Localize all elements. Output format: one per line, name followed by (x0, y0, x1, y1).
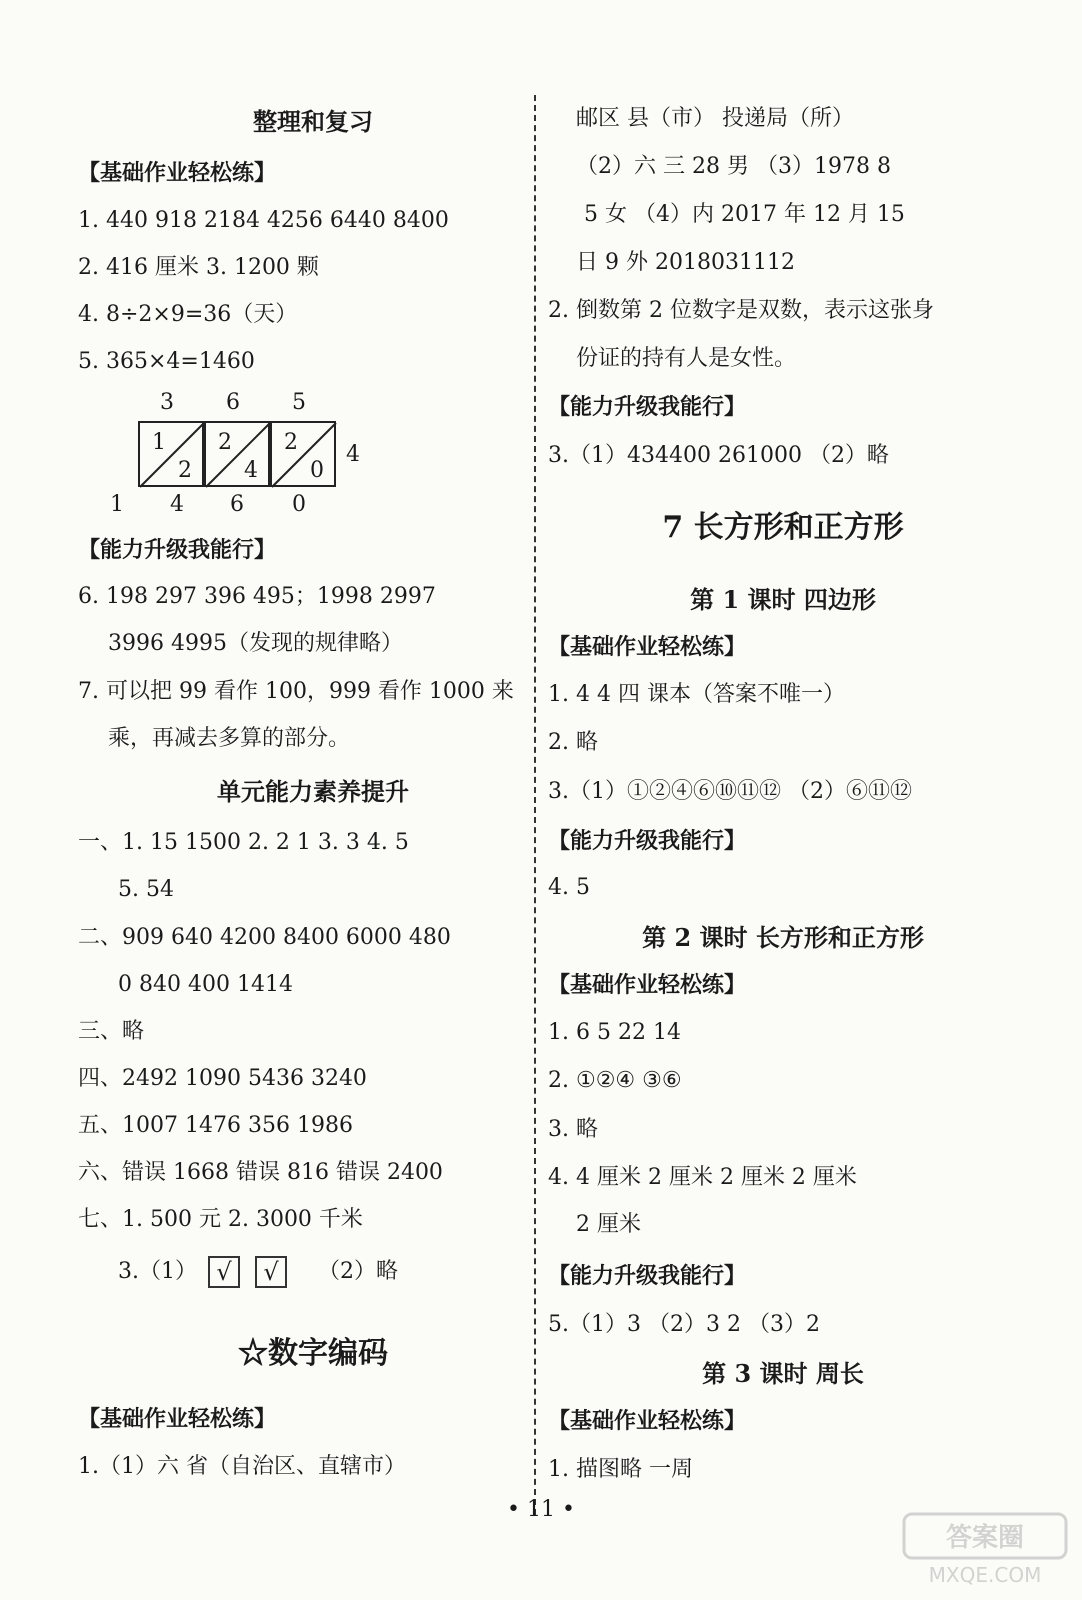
grid-bottom-digit: 0 (292, 492, 306, 517)
lesson1-answer-4: 4. 5 (548, 875, 590, 900)
checkbox-checked-icon: √ (208, 1256, 240, 1288)
answer-5: 5. 365×4=1460 (78, 349, 255, 374)
lesson-3-title: 第 3 课时 周长 (702, 1359, 864, 1388)
unit-answer-1b: 5. 54 (118, 877, 174, 902)
lesson1-answer-1: 1. 4 4 四 课本（答案不唯一） (548, 682, 845, 707)
code-answer-1-cont: 邮区 县（市） 投递局（所） (576, 106, 854, 131)
lesson1-answer-2: 2. 略 (548, 730, 598, 755)
svg-text:答案圈: 答案圈 (945, 1523, 1025, 1553)
unit-answer-3: 三、略 (78, 1019, 145, 1044)
subsection-basic-2: 【基础作业轻松练】 (78, 1406, 277, 1432)
lesson-1-title: 第 1 课时 四边形 (690, 585, 876, 614)
checkbox-checked-icon: √ (255, 1256, 287, 1288)
subsection-basic: 【基础作业轻松练】 (78, 160, 277, 186)
section-title-review: 整理和复习 (253, 107, 373, 136)
code-answer-2-line1: 2. 倒数第 2 位数字是双数，表示这张身 (548, 298, 934, 323)
grid-side-digit: 4 (346, 442, 360, 467)
grid-lower-digit: 2 (178, 458, 192, 483)
subsection-advanced-2: 【能力升级我能行】 (548, 394, 747, 420)
code-answer-1: 1.（1）六 省（自治区、直辖市） (78, 1454, 406, 1479)
unit-answer-7: 七、1. 500 元 2. 3000 千米 (78, 1207, 363, 1232)
subsection-basic-4: 【基础作业轻松练】 (548, 972, 747, 998)
answer-1: 1. 440 918 2184 4256 6440 8400 (78, 208, 449, 233)
unit-answer-5: 五、1007 1476 356 1986 (78, 1113, 353, 1138)
grid-top-digit: 6 (226, 390, 240, 415)
watermark-logo-icon (900, 1510, 1070, 1590)
lesson2-answer-3: 3. 略 (548, 1117, 598, 1142)
grid-lower-digit: 0 (310, 458, 324, 483)
lesson2-answer-4b: 2 厘米 (576, 1212, 641, 1237)
code-answer-3: 3.（1）434400 261000 （2）略 (548, 443, 889, 468)
answer-7-line1: 7. 可以把 99 看作 100，999 看作 1000 来 (78, 679, 514, 704)
lesson-2-title: 第 2 课时 长方形和正方形 (642, 923, 924, 952)
section-title-digital-code: ☆数字编码 (238, 1336, 388, 1371)
grid-bottom-digit: 1 (110, 492, 124, 517)
grid-bottom-digit: 4 (170, 492, 184, 517)
answer-4: 4. 8÷2×9=36（天） (78, 302, 298, 327)
page-number: • 11 • (507, 1497, 575, 1522)
unit-answer-2: 二、909 640 4200 8400 6000 480 (78, 925, 451, 950)
grid-bottom-digit: 6 (230, 492, 244, 517)
lesson1-answer-3: 3.（1）①②④⑥⑩⑪⑫ （2）⑥⑪⑫ (548, 779, 912, 804)
code-answer-1-3: 5 女 （4）内 2017 年 12 月 15 (584, 202, 905, 227)
grid-lower-digit: 4 (244, 458, 258, 483)
grid-upper-digit: 1 (152, 430, 166, 455)
grid-upper-digit: 2 (218, 430, 232, 455)
subsection-advanced-4: 【能力升级我能行】 (548, 1263, 747, 1289)
grid-top-digit: 5 (292, 390, 306, 415)
unit-answer-1: 一、1. 15 1500 2. 2 1 3. 3 4. 5 (78, 830, 409, 855)
grid-diagonals (138, 421, 338, 489)
code-answer-1-2: （2）六 三 28 男 （3）1978 8 (576, 154, 891, 179)
answer-6-line2: 3996 4995（发现的规律略） (108, 631, 403, 656)
unit-answer-2b: 0 840 400 1414 (118, 972, 293, 997)
unit-answer-7-3 (118, 1256, 398, 1288)
answer-6-line1: 6. 198 297 396 495；1998 2997 (78, 584, 436, 609)
lesson2-answer-4: 4. 4 厘米 2 厘米 2 厘米 2 厘米 (548, 1165, 857, 1190)
subsection-advanced-3: 【能力升级我能行】 (548, 828, 747, 854)
unit-answer-7-3-suffix: （2）略 (318, 1259, 398, 1284)
unit-answer-6: 六、错误 1668 错误 816 错误 2400 (78, 1160, 443, 1185)
code-answer-2-line2: 份证的持有人是女性。 (576, 346, 797, 371)
lesson2-answer-1: 1. 6 5 22 14 (548, 1020, 681, 1045)
grid-upper-digit: 2 (284, 430, 298, 455)
answer-2-3: 2. 416 厘米 3. 1200 颗 (78, 255, 319, 280)
lesson2-answer-5: 5.（1）3 （2）3 2 （3）2 (548, 1312, 820, 1337)
unit-answer-4: 四、2492 1090 5436 3240 (78, 1066, 367, 1091)
subsection-basic-3: 【基础作业轻松练】 (548, 634, 747, 660)
grid-top-digit: 3 (160, 390, 174, 415)
code-answer-1-4: 日 9 外 2018031112 (576, 250, 795, 275)
chapter-title: 7 长方形和正方形 (662, 510, 904, 545)
section-title-unit: 单元能力素养提升 (217, 777, 409, 806)
answer-7-line2: 乘，再减去多算的部分。 (108, 726, 351, 751)
subsection-basic-5: 【基础作业轻松练】 (548, 1408, 747, 1434)
svg-text:MXQE.COM: MXQE.COM (928, 1563, 1042, 1587)
lesson3-answer-1: 1. 描图略 一周 (548, 1457, 693, 1482)
subsection-advanced: 【能力升级我能行】 (78, 537, 277, 563)
lesson2-answer-2: 2. ①②④ ③⑥ (548, 1068, 682, 1093)
unit-answer-7-3-prefix: 3.（1） (118, 1259, 197, 1284)
